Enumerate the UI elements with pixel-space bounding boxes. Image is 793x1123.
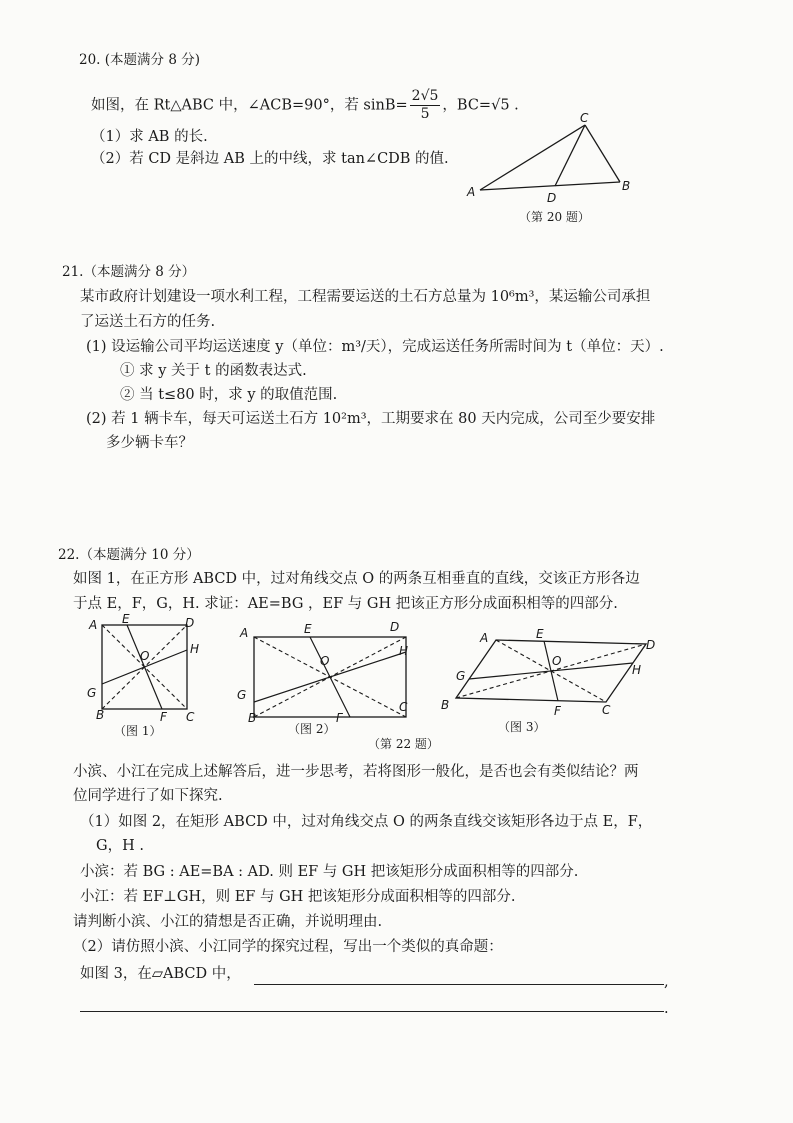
q22-fig2-label-b: B — [248, 711, 257, 725]
q20-part1: （1）求 AB 的长. — [91, 129, 208, 145]
q20-stem — [91, 88, 519, 123]
q22-answer-blank-line2[interactable] — [80, 1011, 664, 1012]
q21-stem-line1: 某市政府计划建设一项水利工程，工程需要运送的土石方总量为 10⁶m³，某运输公司承担 — [80, 289, 651, 305]
q22-xiaobin-claim: 小滨：若 BG : AE=BA : AD. 则 EF 与 GH 把该矩形分成面积相等的四部分. — [80, 864, 579, 880]
q22-fig3-label-d: D — [646, 638, 656, 652]
q21-sub1: ① 求 y 关于 t 的函数表达式. — [120, 363, 307, 379]
q20-sin-numerator: 2√5 — [411, 88, 439, 104]
q22-xiaojiang-claim: 小江：若 EF⊥GH，则 EF 与 GH 把该矩形分成面积相等的四部分. — [80, 889, 516, 905]
q22-fig2-label-o: O — [320, 654, 330, 668]
q22-fig1-label-h: H — [190, 642, 200, 656]
q22-stem-line1: 如图 1，在正方形 ABCD 中，过对角线交点 O 的两条互相垂直的直线，交该正方形各边 — [73, 571, 640, 587]
q22-answer-blank-line1[interactable] — [254, 984, 664, 985]
q22-fig2-label-h: H — [399, 644, 409, 658]
q22-figure1-caption: （图 1） — [114, 724, 162, 738]
q20-part2: （2）若 CD 是斜边 AB 上的中线，求 tan∠CDB 的值. — [91, 151, 449, 167]
q20-side-bc — [585, 125, 620, 182]
q21-part2-line1: (2) 若 1 辆卡车，每天可运送土石方 10²m³，工期要求在 80 天内完成，公司至少要安排 — [86, 411, 656, 427]
q22-fig1-label-a: A — [89, 618, 98, 632]
q20-stem-a: 如图，在 Rt△ABC 中，∠ACB=90°，若 sinB= — [91, 97, 408, 114]
q22-fig2-label-g: G — [237, 688, 247, 702]
q22-fig2-label-d: D — [390, 620, 400, 634]
q22-answer-end-mark1: , — [664, 974, 669, 990]
q22-fig3-label-c: C — [602, 703, 611, 717]
q20-label-d: D — [547, 191, 557, 205]
q22-figure2-caption: （图 2） — [288, 722, 336, 736]
q22-fig1-label-c: C — [186, 710, 195, 724]
q22-fig1-label-o: O — [140, 649, 150, 663]
q22-fig1-label-d: D — [185, 616, 195, 630]
q21-stem-line2: 了运送土石方的任务. — [80, 314, 216, 330]
q22-part1-line1: （1）如图 2，在矩形 ABCD 中，过对角线交点 O 的两条直线交该矩形各边于点 E，F， — [80, 814, 653, 830]
q22-fig3-label-g: G — [456, 669, 466, 683]
q20-label-c: C — [580, 111, 589, 125]
q20-sin-denominator: 5 — [420, 106, 430, 122]
q22-fig2-label-c: C — [399, 700, 408, 714]
q21-part1: (1) 设运输公司平均运送速度 y（单位：m³/天），完成运送任务所需时间为 t（单位：天）. — [86, 339, 664, 355]
q22-fig3-label-o: O — [552, 654, 562, 668]
q22-fig3-label-b: B — [441, 698, 450, 712]
q22-stem-line2: 于点 E，F，G，H. 求证：AE=BG ，EF 与 GH 把该正方形分成面积相等的四部分. — [73, 596, 618, 612]
q20-stem-b: ，BC=√5 . — [442, 97, 519, 114]
q20-header: 20. (本题满分 8 分) — [79, 52, 200, 68]
q22-header: 22.（本题满分 10 分） — [58, 547, 200, 563]
q22-fig1-label-b: B — [96, 708, 105, 722]
q21-header: 21.（本题满分 8 分） — [62, 264, 196, 280]
q20-label-b: B — [622, 179, 631, 193]
q22-fig1-label-e: E — [122, 612, 130, 626]
q22-answer-end-mark2: . — [664, 1001, 669, 1017]
q22-part2: （2）请仿照小滨、小江同学的探究过程，写出一个类似的真命题： — [73, 939, 503, 955]
q22-fig2-label-e: E — [304, 622, 312, 636]
q21-part2-line2: 多少辆卡车？ — [106, 435, 193, 451]
q22-fig3-label-a: A — [480, 631, 489, 645]
q22-fig3-label-e: E — [536, 627, 544, 641]
q20-sin-fraction — [410, 88, 441, 123]
q22-part1-line2: G，H . — [96, 838, 144, 854]
q22-fig2-label-f: F — [336, 711, 343, 725]
q22-fig2-line-gh — [254, 652, 406, 702]
q22-text-line1: 小滨、小江在完成上述解答后，进一步思考，若将图形一般化，是否也会有类似结论？两 — [73, 764, 639, 780]
q22-fig1-label-g: G — [87, 686, 97, 700]
q20-label-a: A — [467, 185, 476, 199]
q20-figure-caption: （第 20 题） — [519, 210, 590, 224]
q22-figure3-parallelogram — [436, 622, 666, 718]
q20-side-ab — [480, 182, 620, 190]
q22-fig3-label-h: H — [632, 663, 642, 677]
q22-fig3-line-gh — [469, 663, 633, 679]
q22-fig3-label-f: F — [554, 704, 561, 718]
q22-fill-prefix: 如图 3，在▱ABCD 中， — [80, 966, 241, 982]
q20-triangle-figure — [460, 110, 640, 210]
q22-judge-prompt: 请判断小滨、小江的猜想是否正确，并说明理由. — [73, 914, 383, 930]
q22-figures-caption: （第 22 题） — [368, 737, 439, 751]
q21-sub2: ② 当 t≤80 时，求 y 的取值范围. — [120, 387, 338, 403]
q22-fig1-label-f: F — [160, 710, 167, 724]
q22-text-line2: 位同学进行了如下探究. — [73, 788, 223, 804]
q22-figure3-caption: （图 3） — [498, 720, 546, 734]
q22-fig2-label-a: A — [240, 626, 249, 640]
q22-figure2-rectangle — [234, 615, 424, 725]
q22-figure1-square — [82, 612, 212, 725]
